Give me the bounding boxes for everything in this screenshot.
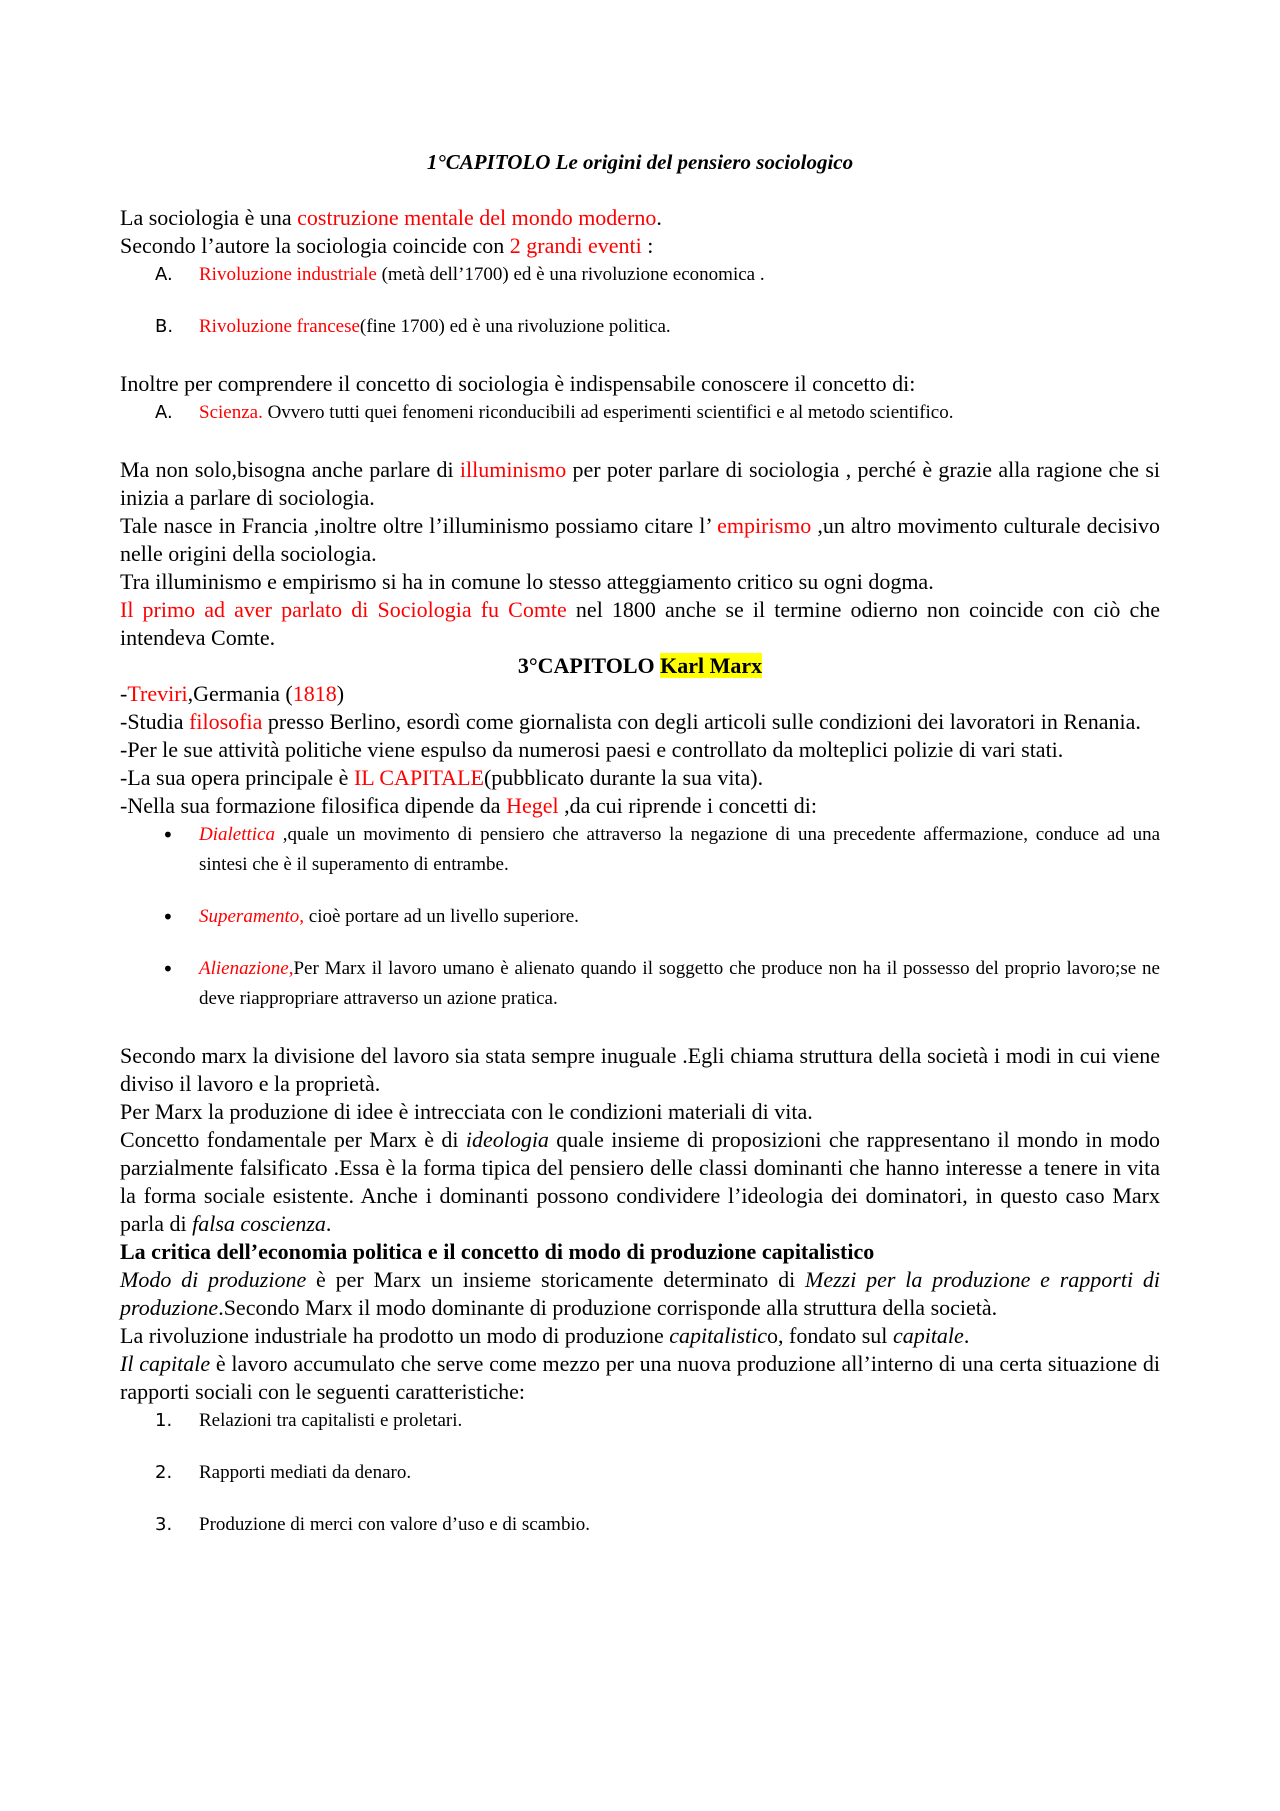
spacer — [120, 342, 1160, 370]
list-item — [120, 312, 1160, 342]
italic-text: falsa coscienza — [192, 1211, 326, 1236]
list-marker: 1. — [155, 1410, 173, 1431]
paragraph — [120, 680, 1160, 708]
features-list — [120, 1406, 1160, 1540]
section-heading: La critica dell’economia politica e il concetto di modo di produzione capitalistico — [120, 1239, 875, 1264]
paragraph — [120, 232, 1160, 260]
italic-text: Il capitale — [120, 1351, 211, 1376]
italic-text: Modo di produzione — [120, 1267, 307, 1292]
paragraph — [120, 456, 1160, 512]
paragraph — [120, 708, 1160, 736]
list-marker: A. — [155, 264, 173, 285]
highlight-red: filosofia — [189, 709, 263, 734]
text: La sociologia è una — [120, 205, 298, 230]
chapter-3-title — [120, 652, 1160, 680]
highlight-red: Il primo ad aver parlato di Sociologia fu Comte — [120, 597, 567, 622]
text: (pubblicato durante la sua vita). — [483, 765, 764, 790]
text: Concetto fondamentale per Marx è di — [120, 1127, 466, 1152]
concepts-list — [120, 820, 1160, 1014]
list-item — [120, 820, 1160, 880]
paragraph — [120, 792, 1160, 820]
paragraph — [120, 764, 1160, 792]
text: .Secondo Marx il modo dominante di produzione corrisponde alla struttura della società. — [218, 1295, 998, 1320]
list-item — [120, 902, 1160, 932]
text: ,quale un movimento di pensiero che attraverso la negazione di una precedente affermazione, conduce ad una sintesi che è il superamento di entrambe. — [199, 824, 1160, 875]
text: Rapporti mediati da denaro. — [199, 1462, 412, 1483]
text: (fine 1700) ed è una rivoluzione politica. — [359, 316, 671, 337]
text: ,un altro movimento culturale decisivo nelle origini della sociologia. — [120, 513, 1160, 566]
paragraph: Inoltre per comprendere il concetto di sociologia è indispensabile conoscere il concetto di: — [120, 371, 916, 396]
spacer — [120, 428, 1160, 456]
italic-text: capitalistic — [669, 1323, 768, 1348]
list-item — [120, 1406, 1160, 1436]
paragraph — [120, 204, 1160, 232]
italic-text: capitale — [892, 1323, 964, 1348]
text: è per Marx un insieme storicamente determinato di — [306, 1267, 805, 1292]
italic-text: ideologia — [465, 1127, 549, 1152]
text: -Studia — [120, 709, 190, 734]
text: Ovvero tutti quei fenomeni riconducibili ad esperimenti scientifici e al metodo scientifico. — [262, 402, 954, 423]
paragraph: Per Marx la produzione di idee è intrecciata con le condizioni materiali di vita. — [120, 1099, 813, 1124]
paragraph — [120, 512, 1160, 568]
paragraph — [120, 1350, 1160, 1406]
highlight-red: Treviri — [127, 681, 188, 706]
text: ,da cui riprende i concetti di: — [558, 793, 818, 818]
highlight-red: illuminismo — [459, 457, 567, 482]
spacer — [120, 932, 1160, 954]
text: per poter parlare di sociologia , perché è grazie alla ragione che si inizia a parlare di sociologia. — [120, 457, 1160, 510]
bullet-icon: • — [162, 957, 174, 981]
text: ,Germania ( — [187, 681, 293, 706]
paragraph: -Per le sue attività politiche viene espulso da numerosi paesi e controllato da molteplici polizie di vari stati. — [120, 737, 1064, 762]
text: è lavoro accumulato che serve come mezzo per una nuova produzione all’interno di una certa situazione di rapporti sociali con le seguenti caratteristiche: — [120, 1351, 1160, 1404]
spacer — [120, 1488, 1160, 1510]
list-item — [120, 398, 1160, 428]
text: o, fondato sul — [767, 1323, 893, 1348]
highlight-red: 2 grandi eventi — [509, 233, 642, 258]
text: presso Berlino, esordì come giornalista con degli articoli sulle condizioni dei lavoratori in Renania. — [262, 709, 1141, 734]
list-marker: 2. — [155, 1462, 173, 1483]
highlight-yellow: Karl Marx — [660, 653, 763, 678]
text: Secondo l’autore la sociologia coincide con — [120, 233, 510, 258]
document-page — [120, 148, 1160, 1540]
text: Produzione di merci con valore d’uso e di scambio. — [199, 1514, 590, 1535]
text: Per Marx il lavoro umano è alienato quando il soggetto che produce non ha il possesso del proprio lavoro;se ne deve riappropriare attraverso un azione pratica. — [199, 958, 1160, 1009]
text: quale insieme di proposizioni che rappresentano il mondo in modo parzialmente falsificato .Essa è la forma tipica del pensiero delle classi dominanti che hanno interesse a tenere in vita la forma sociale esistente. Anche i dominanti possono condividere l’ideologia dei dominatori, in questo caso Marx parla di — [120, 1127, 1160, 1236]
spacer — [120, 1436, 1160, 1458]
text: nel 1800 anche se il termine odierno non coincide con ciò che intendeva Comte. — [120, 597, 1160, 650]
bullet-icon: • — [162, 905, 174, 929]
text: : — [641, 233, 654, 258]
spacer — [120, 290, 1160, 312]
text: . — [325, 1211, 332, 1236]
highlight-red: Scienza. — [199, 402, 263, 423]
text: . — [656, 205, 662, 230]
spacer — [120, 1014, 1160, 1042]
list-item — [120, 260, 1160, 290]
text: . — [963, 1323, 970, 1348]
science-list — [120, 398, 1160, 428]
paragraph — [120, 1126, 1160, 1238]
paragraph — [120, 1266, 1160, 1322]
highlight-red: Alienazione, — [199, 958, 294, 979]
text: -La sua opera principale è — [120, 765, 354, 790]
bullet-icon: • — [162, 823, 174, 847]
paragraph: Tra illuminismo e empirismo si ha in comune lo stesso atteggiamento critico su ogni dogma. — [120, 569, 934, 594]
highlight-red: IL CAPITALE — [353, 765, 484, 790]
text: 3°CAPITOLO — [517, 653, 661, 678]
events-list — [120, 260, 1160, 342]
list-item — [120, 1458, 1160, 1488]
text: La rivoluzione industriale ha prodotto un modo di produzione — [120, 1323, 670, 1348]
italic-text: Mezzi per la produzione e rapporti di produzione — [120, 1267, 1160, 1320]
list-marker: A. — [155, 402, 173, 423]
paragraph — [120, 1322, 1160, 1350]
highlight-red: costruzione mentale del mondo moderno — [297, 205, 657, 230]
list-marker: B. — [155, 316, 174, 337]
highlight-red: Rivoluzione francese — [199, 316, 360, 337]
list-item — [120, 954, 1160, 1014]
chapter-1-title: 1°CAPITOLO Le origini del pensiero sociologico — [426, 150, 854, 174]
text: Relazioni tra capitalisti e proletari. — [199, 1410, 463, 1431]
text: Tale nasce in Francia ,inoltre oltre l’illuminismo possiamo citare l’ — [120, 513, 718, 538]
text: ) — [336, 681, 345, 706]
paragraph — [120, 596, 1160, 652]
highlight-red: Rivoluzione industriale — [199, 264, 377, 285]
text: -Nella sua formazione filosifica dipende da — [120, 793, 507, 818]
highlight-red: Superamento, — [199, 906, 305, 927]
spacer — [120, 880, 1160, 902]
highlight-red: Hegel — [506, 793, 559, 818]
text: Ma non solo,bisogna anche parlare di — [120, 457, 460, 482]
text: (metà dell’1700) ed è una rivoluzione economica . — [376, 264, 765, 285]
text: - — [120, 681, 128, 706]
paragraph: Secondo marx la divisione del lavoro sia stata sempre inuguale .Egli chiama struttura della società i modi in cui viene diviso il lavoro e la proprietà. — [120, 1043, 1160, 1096]
list-marker: 3. — [155, 1514, 173, 1535]
highlight-red: 1818 — [292, 681, 337, 706]
list-item — [120, 1510, 1160, 1540]
highlight-red: Dialettica — [199, 824, 275, 845]
highlight-red: empirismo — [717, 513, 812, 538]
text: cioè portare ad un livello superiore. — [304, 906, 579, 927]
